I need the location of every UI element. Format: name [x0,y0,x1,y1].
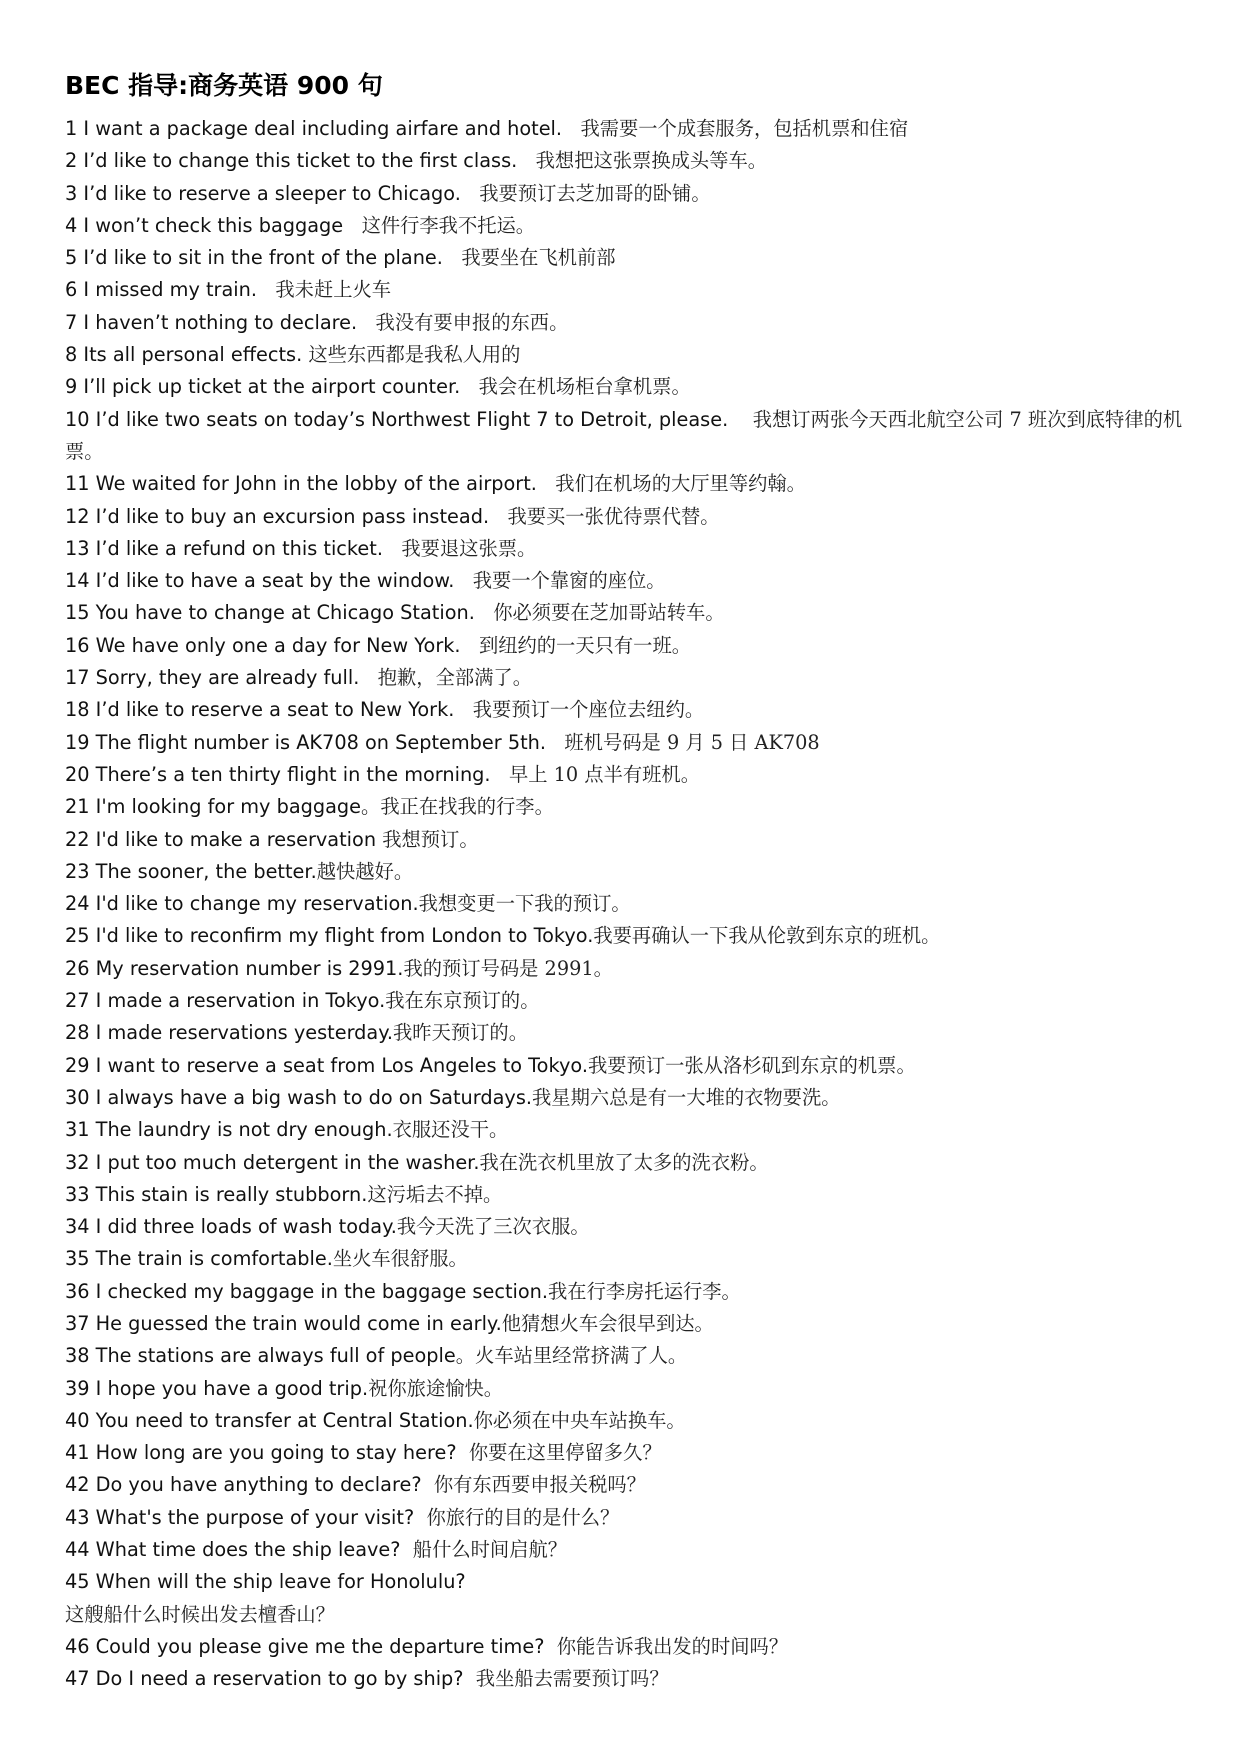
sentence-zh: 我要再确认一下我从伦敦到东京的班机。 [593,924,941,948]
sentence-line [65,662,1201,694]
sentence-en: 17 Sorry, they are already full. [65,666,360,690]
sentence-line [65,178,1201,210]
sentence-en: 25 I'd like to reconfirm my flight from London to Tokyo. [65,924,594,948]
sentence-line [65,953,1201,985]
sentence-zh: 我想预订。 [382,827,479,851]
sentence-en: 20 There’s a ten thirty flight in the morning. [65,762,491,786]
sentence-en: 11 We waited for John in the lobby of the airport. [65,472,537,496]
sentence-line [65,339,1201,371]
sentence-en: 8 Its all personal effects. [65,343,303,367]
sentence-line-continuation [65,1599,1201,1631]
page-title: BEC 指导:商务英语 900 句 [65,71,383,100]
sentence-line [65,1017,1201,1049]
sentence-line [65,1534,1201,1566]
sentence-zh: 你有东西要申报关税吗？ [433,1473,646,1497]
sentence-line [65,1147,1201,1179]
sentence-zh: 火车站里经常挤满了人。 [475,1344,688,1368]
sentence-en: 15 You have to change at Chicago Station. [65,601,475,625]
sentence-en: 27 I made a reservation in Tokyo. [65,989,386,1013]
sentence-en: 5 I’d like to sit in the front of the plane. [65,246,443,270]
sentence-zh: 船什么时间启航？ [412,1538,568,1562]
sentence-line [65,1502,1201,1534]
sentence-zh: 我想订两张今天西北航空公司 7 班次到底特律的机票。 [65,407,1183,463]
sentence-zh: 我要一个靠窗的座位。 [472,569,666,593]
sentence-line [65,468,1201,500]
sentence-en: 36 I checked my baggage in the baggage section. [65,1279,549,1303]
sentence-en: 14 I’d like to have a seat by the window. [65,569,455,593]
sentence-zh: 我要退这张票。 [401,536,537,560]
sentence-en: 21 I'm looking for my baggage。 [65,795,381,819]
sentence-zh: 你要在这里停留多久？ [468,1441,662,1465]
sentence-zh: 抱歉，全部满了。 [377,666,532,690]
sentence-line [65,1663,1201,1695]
sentence-zh: 我要坐在飞机前部 [461,246,616,270]
sentence-en: 1 I want a package deal including airfare and hotel. [65,117,563,140]
sentence-line [65,1243,1201,1275]
sentence-line [65,1469,1201,1501]
sentence-en: 44 What time does the ship leave? [65,1538,401,1562]
sentence-zh: 早上 10 点半有班机。 [508,762,700,786]
sentence-line [65,307,1201,339]
sentence-en: 4 I won’t check this baggage [65,213,344,237]
sentence-en: 30 I always have a big wash to do on Saturdays. [65,1085,533,1109]
sentence-zh: 我要预订一个座位去纽约。 [472,698,705,722]
sentence-line [65,920,1201,952]
sentence-line [65,404,1195,469]
sentence-zh: 我昨天预订的。 [393,1021,528,1045]
sentence-line [65,1211,1201,1243]
sentence-line [65,1114,1201,1146]
sentence-line [65,565,1201,597]
sentence-line [65,759,1201,791]
sentence-zh: 你必须在中央车站换车。 [473,1408,686,1432]
sentence-zh: 这污垢去不掉。 [367,1182,503,1206]
sentence-zh: 我要预订去芝加哥的卧铺。 [479,181,711,205]
sentence-en: 39 I hope you have a good trip. [65,1376,369,1400]
sentence-line [65,274,1201,306]
sentence-en: 38 The stations are always full of people。 [65,1344,476,1368]
sentence-line [65,1405,1201,1437]
sentence-en: 6 I missed my train. [65,278,258,302]
sentence-line [65,727,1201,759]
sentence-line [65,145,1201,177]
sentence-en: 42 Do you have anything to declare? [65,1473,422,1497]
sentence-en: 18 I’d like to reserve a seat to New York. [65,698,455,722]
sentence-line [65,1373,1201,1405]
sentence-en: 34 I did three loads of wash today. [65,1215,397,1239]
sentence-zh: 我想把这张票换成头等车。 [535,149,768,173]
sentence-zh: 我今天洗了三次衣服。 [396,1215,590,1239]
sentence-line [65,371,1201,403]
sentence-en: 13 I’d like a refund on this ticket. [65,536,383,560]
sentence-zh: 你必须要在芝加哥站转车。 [493,601,725,625]
sentence-zh: 我的预订号码是 2991。 [403,956,613,980]
sentence-en: 24 I'd like to change my reservation. [65,892,419,916]
sentence-line [65,113,1201,145]
sentence-line [65,1050,1201,1082]
sentence-zh: 越快越好。 [316,859,414,883]
sentence-zh: 我没有要申报的东西。 [375,310,569,334]
sentence-en: 23 The sooner, the better. [65,859,317,883]
sentence-en: 3 I’d like to reserve a sleeper to Chicago. [65,181,461,205]
sentence-zh: 我在东京预订的。 [385,989,540,1013]
sentence-line [65,985,1201,1017]
sentence-en: 31 The laundry is not dry enough. [65,1118,393,1142]
sentence-en: 26 My reservation number is 2991. [65,956,404,980]
sentence-en: 7 I haven’t nothing to declare. [65,310,358,334]
sentence-line [65,1308,1201,1340]
sentence-zh: 我在行李房托运行李。 [548,1279,741,1303]
sentence-line [65,630,1201,662]
sentence-zh: 这些东西都是我私人用的 [308,343,521,367]
sentence-zh: 我想变更一下我的预订。 [418,892,631,916]
sentence-line [65,210,1201,242]
sentence-line [65,1566,1201,1598]
sentence-en: 28 I made reservations yesterday. [65,1021,394,1045]
sentence-en: 12 I’d like to buy an excursion pass instead. [65,504,490,528]
sentence-zh: 班机号码是 9 月 5 日 AK708 [564,730,820,754]
sentence-line [65,242,1201,274]
sentence-line [65,694,1201,726]
sentence-zh: 我要买一张优待票代替。 [507,504,720,528]
sentence-zh: 我未赶上火车 [275,278,392,302]
sentence-en: 2 I’d like to change this ticket to the first class. [65,149,518,173]
sentence-line [65,1437,1201,1469]
sentence-line [65,1340,1201,1372]
sentence-zh: 衣服还没干。 [392,1118,509,1142]
sentence-zh: 这艘船什么时候出发去檀香山？ [65,1602,335,1626]
sentence-zh: 坐火车很舒服。 [332,1247,468,1271]
sentence-zh: 这件行李我不托运。 [361,213,536,237]
sentence-en: 41 How long are you going to stay here? [65,1441,457,1465]
sentence-zh: 我要预订一张从洛杉矶到东京的机票。 [587,1053,916,1077]
sentence-zh: 祝你旅途愉快。 [368,1376,504,1400]
sentence-line [65,791,1201,823]
sentence-line [65,597,1201,629]
sentence-en: 37 He guessed the train would come in early. [65,1311,502,1335]
sentence-zh: 你旅行的目的是什么？ [426,1505,620,1529]
sentence-zh: 你能告诉我出发的时间吗？ [556,1634,789,1658]
sentence-line [65,824,1201,856]
sentence-en: 19 The flight number is AK708 on September 5th. [65,730,547,754]
sentence-line [65,1631,1201,1663]
sentence-zh: 我们在机场的大厅里等约翰。 [555,472,806,496]
sentence-zh: 我正在找我的行李。 [380,795,554,819]
sentence-zh: 他猜想火车会很早到达。 [501,1311,714,1335]
sentence-line [65,1082,1201,1114]
sentence-en: 47 Do I need a reservation to go by ship? [65,1667,464,1691]
sentence-line [65,533,1201,565]
sentence-en: 16 We have only one a day for New York. [65,633,461,657]
sentence-zh: 我在洗衣机里放了太多的洗衣粉。 [479,1150,769,1174]
sentence-en: 22 I'd like to make a reservation [65,827,377,851]
sentence-en: 9 I’ll pick up ticket at the airport counter. [65,375,461,399]
sentence-en: 40 You need to transfer at Central Station. [65,1408,474,1432]
sentence-zh: 我会在机场柜台拿机票。 [478,375,691,399]
sentence-zh: 我星期六总是有一大堆的衣物要洗。 [532,1085,841,1109]
sentence-zh: 我需要一个成套服务，包括机票和住宿 [580,117,909,140]
sentence-line [65,888,1201,920]
sentence-en: 10 I’d like two seats on today’s Northwest Flight 7 to Detroit, please. [65,407,729,431]
sentence-en: 35 The train is comfortable. [65,1247,333,1271]
sentence-zh: 我坐船去需要预订吗？ [475,1667,669,1691]
sentence-line [65,1179,1201,1211]
sentence-en: 33 This stain is really stubborn. [65,1182,368,1206]
sentence-zh: 到纽约的一天只有一班。 [478,633,692,657]
sentence-list [65,113,1201,1696]
sentence-line [65,1276,1201,1308]
sentence-en: 46 Could you please give me the departure time? [65,1634,545,1658]
sentence-line [65,501,1201,533]
sentence-en: 43 What's the purpose of your visit? [65,1505,415,1529]
sentence-line [65,856,1201,888]
sentence-en: 45 When will the ship leave for Honolulu? [65,1570,466,1594]
sentence-en: 32 I put too much detergent in the washer. [65,1150,480,1174]
sentence-en: 29 I want to reserve a seat from Los Angeles to Tokyo. [65,1053,588,1077]
